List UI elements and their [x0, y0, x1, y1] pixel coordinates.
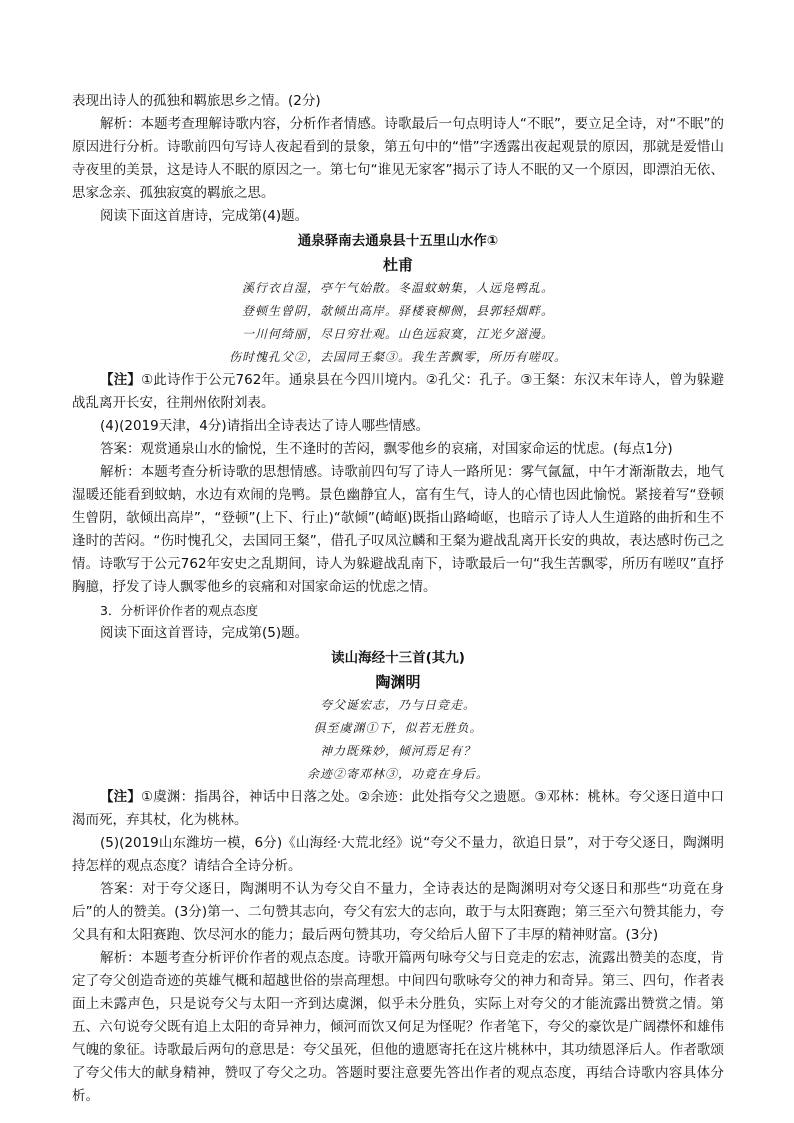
poem-title: 读山海经十三首(其九): [331, 650, 465, 666]
analysis-paragraph: 解析：本题考查理解诗歌内容，分析作者情感。诗歌最后一句点明诗人“不眠”，要立足全诗，对“不眠”的原因进行分析。诗歌前四句写诗人夜起看到的景象，第五句中的“惜”字透露出夜起观景的原因，那就是爱惜山寺夜里的美景，这是诗人不眠的原因之一。第七句“谁见无家客”揭示了诗人不眠的又一个原因，即漂泊无依、思家念亲、孤独寂寞的羁旅之思。: [72, 116, 724, 201]
reading-instruction: 阅读下面这首晋诗，完成第(5)题。: [100, 625, 309, 641]
note-text: ①此诗作于公元762年。通泉县在今四川境内。②孔父：孔子。③王粲：东汉末年诗人，曾为躲避战乱离开长安，往荆州依附刘表。: [72, 372, 724, 411]
poem-author: 陶渊明: [375, 673, 421, 691]
note-text: ①虞渊：指禺谷，神话中日落之处。②余迹：此处指夸父之遗愿。③邓林：桃林。夸父逐日道中口渴而死，弃其杖，化为桃林。: [72, 789, 724, 828]
poem-line: 俱至虞渊①下，似若无胜负。: [313, 721, 483, 735]
poem-line: 夸父诞宏志，乃与日竞走。: [319, 698, 476, 712]
section-heading: 3．分析评价作者的观点态度: [100, 603, 258, 618]
analysis-paragraph: 解析：本题考查分析评价作者的观点态度。诗歌开篇两句咏夸父与日竞走的宏志，流露出赞美的态度，肯定了夸父创造奇迹的英雄气概和超越世俗的崇高理想。中间四句歌咏夸父的神力和奇异。第三、四句，作者表面上未露声色，只是说夸父与太阳一齐到达虞渊，似乎未分胜负，实际上对夸父的才能流露出赞赏之情。第五、六句说夸父既有追上太阳的奇异神力，倾河而饮又何足为怪呢？作者笔下，夸父的豪饮是广阔襟怀和雄伟气魄的象征。诗歌最后两句的意思是：夸父虽死，但他的遗愿寄托在这片桃林中，其功绩恩泽后人。作者歌颂了夸父伟大的献身精神，赞叹了夸父之功。答题时要注意要先答出作者的观点态度，再结合诗歌内容具体分析。: [72, 950, 724, 1104]
footnote: [72, 369, 724, 415]
poem-line: 伤时愧孔父②，去国同王粲③。我生苦飘零，所历有嗟叹。: [228, 350, 567, 364]
poem-line: 登顿生曾阴，欹倾出高岸。驿楼衰柳侧，县郭轻烟畔。: [241, 304, 554, 318]
document-page: [72, 90, 724, 1108]
analysis-paragraph: 解析：本题考查分析诗歌的思想情感。诗歌前四句写了诗人一路所见：雾气氤氲，中午才渐渐散去，地气湿暖还能看到蚊蚋，水边有欢闹的凫鸭。景色幽静宜人，富有生气，诗人的心情也因此愉悦。紧接着写“登顿生曾阴，欹倾出高岸”，“登顿”(上下、行止)“欹倾”(崎岖)既指山路崎岖，也暗示了诗人人生道路的曲折和生不逢时的苦闷。“伤时愧孔父，去国同王粲”，借孔子叹凤泣麟和王粲为避战乱离开长安的典故，表达感时伤己之情。诗歌写于公元762年安史之乱期间，诗人为躲避战乱南下，诗歌最后一句“我生苦飘零，所历有嗟叹”直抒胸臆，抒发了诗人飘零他乡的哀痛和对国家命运的忧虑之情。: [72, 464, 724, 595]
answer: 答案：观赏通泉山水的愉悦，生不逢时的苦闷，飘零他乡的哀痛，对国家命运的忧虑。(每点1分): [100, 441, 673, 457]
poem-author: 杜甫: [382, 256, 413, 274]
poem-line: 余迹②寄邓林③，功竟在身后。: [306, 767, 489, 781]
answer: 答案：对于夸父逐日，陶渊明不认为夸父自不量力，全诗表达的是陶渊明对夸父逐日和那些“功竟在身后”的人的赞美。(3分)第一、二句赞其志向，夸父有宏大的志向，敢于与太阳赛跑；第三至六句赞其能力，夸父具有和太阳赛跑、饮尽河水的能力；最后两句赞其功，夸父给后人留下了丰厚的精神财富。(3分): [72, 881, 724, 943]
question: (4)(2019天津，4分)请指出全诗表达了诗人哪些情感。: [100, 418, 430, 434]
poem-line: 一川何绮丽，尽日穷壮观。山色远寂寞，江光夕滋漫。: [241, 327, 554, 341]
reading-instruction: 阅读下面这首唐诗，完成第(4)题。: [100, 208, 309, 224]
poem-line: 溪行衣自湿，亭午气始散。冬温蚊蚋集，人远凫鸭乱。: [241, 281, 554, 295]
footnote: [72, 786, 724, 832]
note-label: 【注】: [100, 789, 141, 805]
answer-tail: 表现出诗人的孤独和羁旅思乡之情。(2分): [72, 93, 321, 109]
question: (5)(2019山东潍坊一模，6分)《山海经·大荒北经》说“夸父不量力，欲追日景”，对于夸父逐日，陶渊明持怎样的观点态度？请结合全诗分析。: [72, 835, 724, 874]
poem-line: 神力既殊妙，倾河焉足有？: [319, 744, 476, 758]
note-label: 【注】: [100, 372, 142, 388]
poem-title: 通泉驿南去通泉县十五里山水作①: [297, 233, 499, 249]
